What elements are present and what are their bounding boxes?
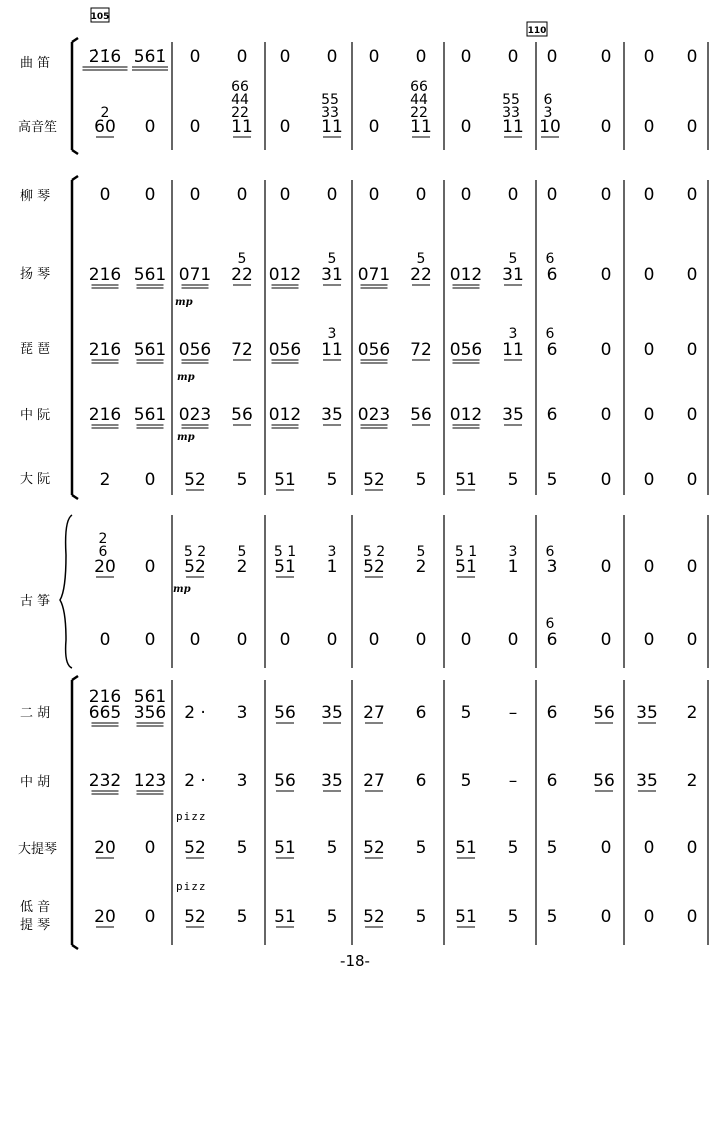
qudi-note: 0 bbox=[368, 47, 380, 67]
qudi-note: 561̇ bbox=[133, 47, 167, 67]
liuqin-note: 0 bbox=[686, 185, 698, 205]
name-datiqin: 大提琴 bbox=[18, 842, 58, 857]
zhonghu-note: 6 bbox=[546, 771, 558, 791]
yangqin-note: 0 bbox=[643, 265, 655, 285]
guzheng-upper-note: 0 bbox=[144, 557, 156, 577]
liuqin-note: 0 bbox=[236, 185, 248, 205]
daruan-note: 5 bbox=[326, 470, 338, 490]
qudi-note: 0 bbox=[189, 47, 201, 67]
yangqin-note: 31 bbox=[321, 265, 343, 285]
daruan-note: 5 bbox=[236, 470, 248, 490]
yangqin-note: 216 bbox=[88, 265, 122, 285]
qudi-note: 0 bbox=[326, 47, 338, 67]
liuqin-note: 0 bbox=[600, 185, 612, 205]
zhonghu-note: 6 bbox=[415, 771, 427, 791]
sheng-top: 22 bbox=[231, 105, 249, 121]
sheng-top: 55 bbox=[502, 92, 520, 108]
sheng-note: 0 bbox=[279, 117, 291, 137]
sheng-top: 22 bbox=[410, 105, 428, 121]
erhu-note: – bbox=[508, 703, 518, 723]
cello-note: 52 bbox=[363, 838, 385, 858]
daruan-note: 2 bbox=[99, 470, 111, 490]
daruan-note: 0 bbox=[144, 470, 156, 490]
cello-note: 51 bbox=[455, 838, 477, 858]
sheng-note: 11 bbox=[321, 117, 343, 137]
daruan-note: 52 bbox=[184, 470, 206, 490]
zhonghu-note: 2 bbox=[686, 771, 698, 791]
yangqin-top: 5 bbox=[508, 251, 518, 267]
zhongruan-note: 35 bbox=[321, 405, 343, 425]
liuqin-note: 0 bbox=[144, 185, 156, 205]
liuqin-note: 0 bbox=[460, 185, 472, 205]
daruan-note: 51 bbox=[455, 470, 477, 490]
guzheng-upper-note: 1 bbox=[507, 557, 519, 577]
zhonghu-note: 56 bbox=[274, 771, 296, 791]
pipa-note: 6 bbox=[546, 340, 558, 360]
guzheng-brace bbox=[60, 515, 72, 668]
zhongruan-note: 0 bbox=[686, 405, 698, 425]
cello-note: 0 bbox=[643, 838, 655, 858]
erhu-note: 35 bbox=[321, 703, 343, 723]
erhu-top: 216 bbox=[88, 687, 122, 707]
guzheng-lower-note: 0 bbox=[643, 630, 655, 650]
sheng-note: 60 bbox=[94, 117, 116, 137]
yangqin-note: 071 bbox=[357, 265, 391, 285]
erhu-note: 665 bbox=[88, 703, 122, 723]
notation bbox=[83, 47, 698, 927]
guzheng-upper-top: 5 1 bbox=[454, 544, 478, 560]
yangqin-note: 012 bbox=[449, 265, 483, 285]
qudi-note: 0 bbox=[643, 47, 655, 67]
bass-note: 20 bbox=[94, 907, 116, 927]
name-guzheng: 古 筝 bbox=[20, 594, 51, 609]
name-zhongruan: 中 阮 bbox=[20, 408, 51, 423]
sheng-note: 0 bbox=[460, 117, 472, 137]
pipa-note: 11 bbox=[321, 340, 343, 360]
pipa-note: 0 bbox=[686, 340, 698, 360]
guzheng-lower-note: 0 bbox=[236, 630, 248, 650]
daruan-note: 0 bbox=[686, 470, 698, 490]
zhongruan-note: 0 bbox=[600, 405, 612, 425]
pipa-top: 3 bbox=[508, 326, 518, 342]
sheng-note: 10 bbox=[539, 117, 561, 137]
zhongruan-note: 0 bbox=[643, 405, 655, 425]
erhu-note: 35 bbox=[636, 703, 658, 723]
erhu-note: 3 bbox=[236, 703, 248, 723]
pizz-bass: pizz bbox=[176, 880, 207, 893]
cello-note: 5 bbox=[507, 838, 519, 858]
erhu-note: 2 · bbox=[184, 703, 206, 723]
name-liuqin: 柳 琴 bbox=[20, 189, 51, 204]
zhonghu-note: – bbox=[508, 771, 518, 791]
guzheng-upper-top: 3 bbox=[327, 544, 337, 560]
cello-note: 0 bbox=[686, 838, 698, 858]
bass-note: 5 bbox=[415, 907, 427, 927]
zhongruan-note: 35 bbox=[502, 405, 524, 425]
zhongruan-note: 012 bbox=[449, 405, 483, 425]
guzheng-upper-top: 5 2 bbox=[362, 544, 386, 560]
guzheng-upper-top: 6 bbox=[98, 544, 108, 560]
pipa-top: 6 bbox=[545, 326, 555, 342]
cello-note: 5 bbox=[415, 838, 427, 858]
guzheng-upper-top: 5 bbox=[416, 544, 426, 560]
name-diyintiqin-1: 低 音 bbox=[20, 900, 51, 915]
sheng-note: 0 bbox=[686, 117, 698, 137]
pipa-note: 056 bbox=[178, 340, 212, 360]
erhu-note: 56 bbox=[593, 703, 615, 723]
dynamic-mp-pipa: mp bbox=[177, 372, 195, 383]
sheng-top: 2 bbox=[100, 105, 110, 121]
sheng-note: 11 bbox=[410, 117, 432, 137]
liuqin-note: 0 bbox=[279, 185, 291, 205]
guzheng-upper-note: 0 bbox=[643, 557, 655, 577]
liuqin-note: 0 bbox=[326, 185, 338, 205]
guzheng-lower-note: 0 bbox=[415, 630, 427, 650]
daruan-note: 5 bbox=[415, 470, 427, 490]
zhongruan-note: 561 bbox=[133, 405, 167, 425]
sheng-top: 44 bbox=[410, 92, 428, 108]
liuqin-note: 0 bbox=[99, 185, 111, 205]
bass-note: 0 bbox=[600, 907, 612, 927]
sheng-note: 0 bbox=[144, 117, 156, 137]
sheng-top: 33 bbox=[502, 105, 520, 121]
yangqin-note: 22 bbox=[231, 265, 253, 285]
yangqin-top: 5 bbox=[237, 251, 247, 267]
sheng-note: 0 bbox=[368, 117, 380, 137]
instrument-names bbox=[18, 56, 57, 933]
guzheng-lower-note: 6 bbox=[546, 630, 558, 650]
name-yangqin: 扬 琴 bbox=[20, 267, 51, 282]
yangqin-top: 5 bbox=[416, 251, 426, 267]
guzheng-lower-note: 0 bbox=[460, 630, 472, 650]
sheng-note: 11 bbox=[502, 117, 524, 137]
bass-note: 52 bbox=[184, 907, 206, 927]
daruan-note: 0 bbox=[600, 470, 612, 490]
svg-text:105: 105 bbox=[90, 12, 110, 22]
zhongruan-note: 6 bbox=[546, 405, 558, 425]
guzheng-upper-top: 2 bbox=[98, 531, 108, 547]
cello-note: 0 bbox=[144, 838, 156, 858]
name-zhonghu: 中 胡 bbox=[20, 775, 51, 790]
pipa-note: 056 bbox=[449, 340, 483, 360]
rehearsal-mark-105 bbox=[91, 8, 110, 22]
cello-note: 5 bbox=[326, 838, 338, 858]
guzheng-upper-note: 2 bbox=[415, 557, 427, 577]
yangqin-note: 561 bbox=[133, 265, 167, 285]
guzheng-lower-note: 0 bbox=[686, 630, 698, 650]
daruan-note: 51 bbox=[274, 470, 296, 490]
zhonghu-note: 2 · bbox=[184, 771, 206, 791]
erhu-note: 27 bbox=[363, 703, 385, 723]
daruan-note: 5 bbox=[507, 470, 519, 490]
yangqin-note: 071 bbox=[178, 265, 212, 285]
qudi-note: 0 bbox=[415, 47, 427, 67]
cello-note: 20 bbox=[94, 838, 116, 858]
liuqin-note: 0 bbox=[643, 185, 655, 205]
dynamic-mp-yangqin: mp bbox=[175, 297, 193, 308]
guzheng-lower-note: 0 bbox=[189, 630, 201, 650]
yangqin-note: 0 bbox=[686, 265, 698, 285]
guzheng-upper-note: 1 bbox=[326, 557, 338, 577]
guzheng-upper-note: 2 bbox=[236, 557, 248, 577]
sheng-top: 3 bbox=[543, 105, 553, 121]
zhonghu-note: 123 bbox=[133, 771, 167, 791]
pipa-note: 72 bbox=[410, 340, 432, 360]
qudi-note: 0 bbox=[546, 47, 558, 67]
cello-note: 52 bbox=[184, 838, 206, 858]
bass-note: 51 bbox=[455, 907, 477, 927]
qudi-note: 0 bbox=[600, 47, 612, 67]
guzheng-upper-top: 5 2 bbox=[183, 544, 207, 560]
cello-note: 5 bbox=[546, 838, 558, 858]
daruan-note: 52 bbox=[363, 470, 385, 490]
guzheng-upper-top: 3 bbox=[508, 544, 518, 560]
yangqin-note: 31 bbox=[502, 265, 524, 285]
erhu-note: 6 bbox=[546, 703, 558, 723]
sheng-note: 0 bbox=[600, 117, 612, 137]
guzheng-lower-top: 6 bbox=[545, 616, 555, 632]
sheng-note: 0 bbox=[643, 117, 655, 137]
cello-note: 5 bbox=[236, 838, 248, 858]
bass-note: 5 bbox=[507, 907, 519, 927]
qudi-note: 0 bbox=[460, 47, 472, 67]
dynamic-mp-guzheng: mp bbox=[173, 584, 191, 595]
svg-text:110: 110 bbox=[527, 26, 547, 36]
zhonghu-note: 35 bbox=[321, 771, 343, 791]
pizz-cello: pizz bbox=[176, 810, 207, 823]
guzheng-lower-note: 0 bbox=[99, 630, 111, 650]
dynamic-mp-zhongruan: mp bbox=[177, 432, 195, 443]
guzheng-upper-note: 3 bbox=[546, 557, 558, 577]
qudi-note: 0 bbox=[236, 47, 248, 67]
pipa-top: 3 bbox=[327, 326, 337, 342]
bass-note: 0 bbox=[144, 907, 156, 927]
pipa-note: 11 bbox=[502, 340, 524, 360]
page-number: -18- bbox=[340, 952, 370, 970]
guzheng-upper-note: 51 bbox=[455, 557, 477, 577]
guzheng-lower-note: 0 bbox=[507, 630, 519, 650]
name-gaoyinsheng: 高音笙 bbox=[18, 120, 58, 135]
guzheng-lower-note: 0 bbox=[326, 630, 338, 650]
pipa-note: 0 bbox=[600, 340, 612, 360]
sheng-top: 6 bbox=[543, 92, 553, 108]
erhu-note: 5 bbox=[460, 703, 472, 723]
zhonghu-note: 35 bbox=[636, 771, 658, 791]
guzheng-lower-note: 0 bbox=[368, 630, 380, 650]
zhonghu-note: 5 bbox=[460, 771, 472, 791]
guzheng-upper-note: 0 bbox=[600, 557, 612, 577]
pipa-note: 72 bbox=[231, 340, 253, 360]
guzheng-upper-note: 20 bbox=[94, 557, 116, 577]
erhu-note: 2 bbox=[686, 703, 698, 723]
pipa-note: 216 bbox=[88, 340, 122, 360]
system-brackets bbox=[72, 38, 78, 949]
zhongruan-note: 216 bbox=[88, 405, 122, 425]
bass-note: 0 bbox=[686, 907, 698, 927]
bass-note: 52 bbox=[363, 907, 385, 927]
yangqin-top: 5 bbox=[327, 251, 337, 267]
zhongruan-note: 56 bbox=[231, 405, 253, 425]
yangqin-top: 6 bbox=[545, 251, 555, 267]
name-diyintiqin-2: 提 琴 bbox=[20, 918, 51, 933]
qudi-note: 2̇1̇6 bbox=[88, 47, 122, 67]
qudi-note: 0 bbox=[279, 47, 291, 67]
sheng-top: 44 bbox=[231, 92, 249, 108]
sheng-note: 11 bbox=[231, 117, 253, 137]
pipa-note: 056 bbox=[268, 340, 302, 360]
erhu-note: 356 bbox=[133, 703, 167, 723]
erhu-note: 6 bbox=[415, 703, 427, 723]
bass-note: 5 bbox=[236, 907, 248, 927]
zhonghu-note: 27 bbox=[363, 771, 385, 791]
barlines bbox=[172, 42, 708, 945]
guzheng-upper-top: 6 bbox=[545, 544, 555, 560]
bass-note: 5 bbox=[326, 907, 338, 927]
qudi-note: 0 bbox=[507, 47, 519, 67]
yangqin-note: 012 bbox=[268, 265, 302, 285]
liuqin-note: 0 bbox=[415, 185, 427, 205]
zhongruan-note: 023 bbox=[178, 405, 212, 425]
pipa-note: 561 bbox=[133, 340, 167, 360]
zhonghu-note: 56 bbox=[593, 771, 615, 791]
zhonghu-note: 232 bbox=[88, 771, 122, 791]
liuqin-note: 0 bbox=[368, 185, 380, 205]
daruan-note: 0 bbox=[643, 470, 655, 490]
cello-note: 51 bbox=[274, 838, 296, 858]
yangqin-note: 6 bbox=[546, 265, 558, 285]
name-daruan: 大 阮 bbox=[20, 472, 51, 487]
guzheng-lower-note: 0 bbox=[600, 630, 612, 650]
guzheng-upper-note: 0 bbox=[686, 557, 698, 577]
cello-note: 0 bbox=[600, 838, 612, 858]
daruan-note: 5 bbox=[546, 470, 558, 490]
yangqin-note: 22 bbox=[410, 265, 432, 285]
name-pipa: 琵 琶 bbox=[20, 342, 51, 357]
sheng-top: 66 bbox=[231, 79, 249, 95]
liuqin-note: 0 bbox=[546, 185, 558, 205]
pipa-note: 0 bbox=[643, 340, 655, 360]
qudi-note: 0 bbox=[686, 47, 698, 67]
guzheng-upper-note: 52 bbox=[184, 557, 206, 577]
zhonghu-note: 3 bbox=[236, 771, 248, 791]
erhu-top: 561 bbox=[133, 687, 167, 707]
zhongruan-note: 012 bbox=[268, 405, 302, 425]
bass-note: 5 bbox=[546, 907, 558, 927]
guzheng-upper-note: 51 bbox=[274, 557, 296, 577]
zhongruan-note: 56 bbox=[410, 405, 432, 425]
guzheng-upper-note: 52 bbox=[363, 557, 385, 577]
guzheng-upper-top: 5 1 bbox=[273, 544, 297, 560]
liuqin-note: 0 bbox=[189, 185, 201, 205]
pipa-note: 056 bbox=[357, 340, 391, 360]
yangqin-note: 0 bbox=[600, 265, 612, 285]
erhu-note: 56 bbox=[274, 703, 296, 723]
name-qudi: 曲 笛 bbox=[20, 56, 51, 71]
sheng-note: 0 bbox=[189, 117, 201, 137]
bass-note: 0 bbox=[643, 907, 655, 927]
sheng-top: 66 bbox=[410, 79, 428, 95]
bass-note: 51 bbox=[274, 907, 296, 927]
guzheng-lower-note: 0 bbox=[279, 630, 291, 650]
guzheng-lower-note: 0 bbox=[144, 630, 156, 650]
sheng-top: 33 bbox=[321, 105, 339, 121]
sheng-top: 55 bbox=[321, 92, 339, 108]
liuqin-note: 0 bbox=[507, 185, 519, 205]
guzheng-upper-top: 5 bbox=[237, 544, 247, 560]
zhongruan-note: 023 bbox=[357, 405, 391, 425]
rehearsal-mark-110 bbox=[527, 22, 547, 36]
name-erhu: 二 胡 bbox=[20, 706, 51, 721]
